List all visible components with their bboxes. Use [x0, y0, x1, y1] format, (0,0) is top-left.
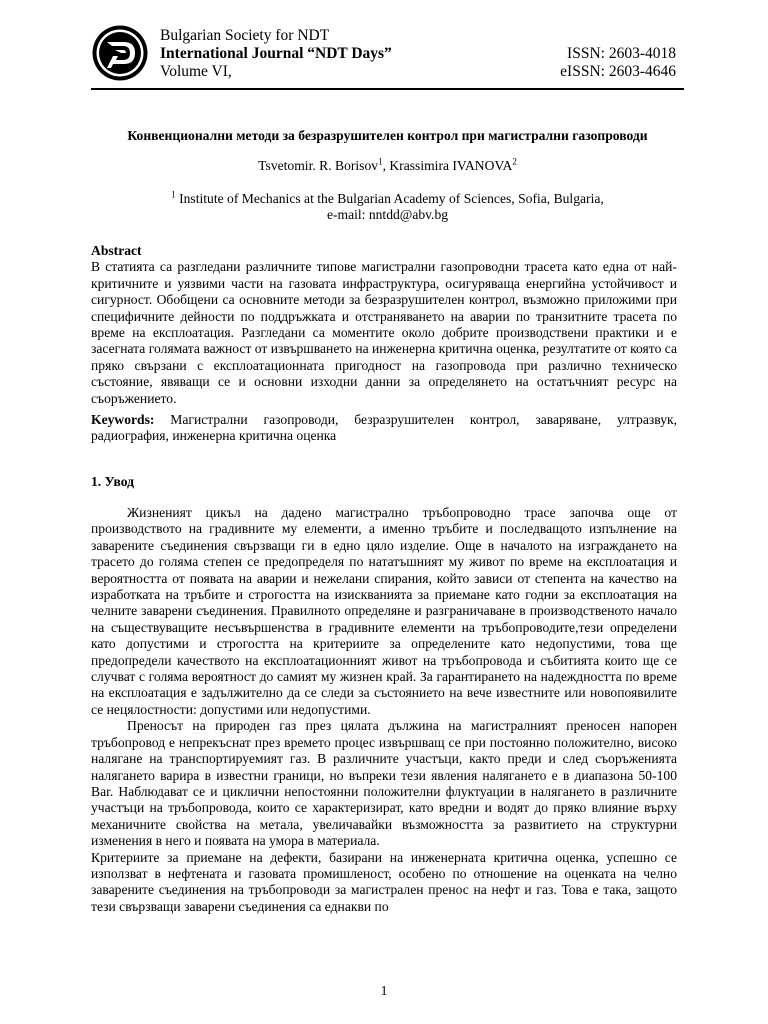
eissn: eISSN: 2603-4646 — [560, 63, 676, 80]
section-heading: 1. Увод — [91, 474, 134, 489]
journal-info — [160, 27, 392, 81]
keywords-text: Магистрални газопроводи, безразрушителен контрол, заваряване, ултразвук, радиография, инженерна критична оценка — [91, 412, 677, 444]
issn-info — [560, 45, 676, 81]
section-body — [91, 505, 677, 915]
abstract-section — [91, 243, 677, 407]
affiliation-text: Institute of Mechanics at the Bulgarian Academy of Sciences, Sofia, Bulgaria, — [175, 191, 604, 206]
affiliation-marker: 1 — [378, 156, 383, 167]
body-paragraph: Критериите за приемане на дефекти, базирани на инженерната критична оценка, успешно се използват в нефтената и газовата промишленост, особено по отношение на оценката на челно заварените съединения на тръбопроводи за магистрален пренос на нефт и газ. Това е така, защото тези свързващи заварени съединения са еднакви по — [91, 849, 677, 914]
ndt-days-logo-icon — [91, 24, 149, 82]
header-divider — [91, 88, 684, 90]
affiliation — [91, 191, 684, 223]
author-name: Krassimira IVANOVA — [389, 158, 513, 173]
paper-title: Конвенционални методи за безразрушителен контрол при магистрални газопроводи — [127, 128, 648, 143]
journal-name: International Journal “NDT Days” — [160, 45, 392, 62]
affiliation-marker: 1 — [171, 189, 176, 200]
abstract-heading: Abstract — [91, 243, 142, 258]
email-address: e-mail: nntdd@abv.bg — [326, 207, 449, 222]
author-separator: , — [382, 158, 390, 173]
abstract-text: В статията са разгледани различните типове магистрални газопроводни трасета като една от най-критичните и уязвими части на газовата инфраструктура, осигуряваща енергийна устойчивост и сигурност. Обобщени са основните методи за безразрушителен контрол, възможно приложими при специфичните дейности по поддръжката и отстраняването на аварии по транзитните трасета по време на експлоатация. Разгледани са моментите около добрите производствени практики и е засегната голямата важност от извършването на инженерна критична оценка, резултатите от която са пряко свързани с експлоатационната пригодност на газопровода при различно техническо състояние, явяващи се и основни изходни данни за определянето на остатъчният ресурс на съоръжението. — [91, 259, 677, 406]
volume-label: Volume VI, — [160, 63, 232, 80]
keywords-label: Keywords: — [91, 412, 155, 427]
author-name: Tsvetomir. R. Borisov — [258, 158, 379, 173]
affiliation-marker: 2 — [512, 156, 517, 167]
author-list — [91, 158, 684, 174]
keywords-section — [91, 412, 677, 445]
page-number: 1 — [380, 983, 388, 998]
body-paragraph: Жизненият цикъл на дадено магистрално тръбопроводно трасе започва още от производството на градивните му елементи, а именно тръбите и последващото изпълнение на заварените съединения свързващи ги в едно цяло изделие. Още в началото на изграждането на трасето до голяма степен се предопределя по нататъшният му живот по време на експлоатация и вероятността от появата на аварии и нежелани спирания, който зависи от степента на качество на изработката на тръбите и строгостта на изискванията за приемане като годни за експлоатация на челните заварени съединения. Правилното определяне и разграничаване в производственото начало на съществуващите несъвършенства в градивните елементи на тръбопроводите,тези определени като допустими и строгостта на критериите за определените като недопустими, това ще предопредели качеството на експлоатационният живот на тръбопровода и събитията които ще се случват с голяма вероятност до самият му жизнен край. За гарантирането на надеждността по време на експлоатация е задължително да се следи за състоянието на вече известните или новопоявилите се нецялостности: допустими или недопустими. — [91, 505, 677, 717]
society-name: Bulgarian Society for NDT — [160, 27, 330, 44]
body-paragraph: Преносът на природен газ през цялата дължина на магистралният преносен напорен тръбопровод е непрекъснат през времето процес извършващ се при постоянно положително, високо налягане на транспортируемият газ. В различните участъци, както преди и след съоръженията налягането варира в известни граници, но въпреки тези явления налягането е в диапазона 50-100 Bar. Наблюдават се и циклични непостоянни положителни флуктуации в налягането в различните участъци на тръбопровода, които се характеризират, като вредни и водят до пряко влияние върху механичните свойства на метала, увеличавайки възможността за развитието на структурни изменения в него и появата на умора в материала. — [91, 718, 677, 849]
issn: ISSN: 2603-4018 — [567, 45, 676, 62]
